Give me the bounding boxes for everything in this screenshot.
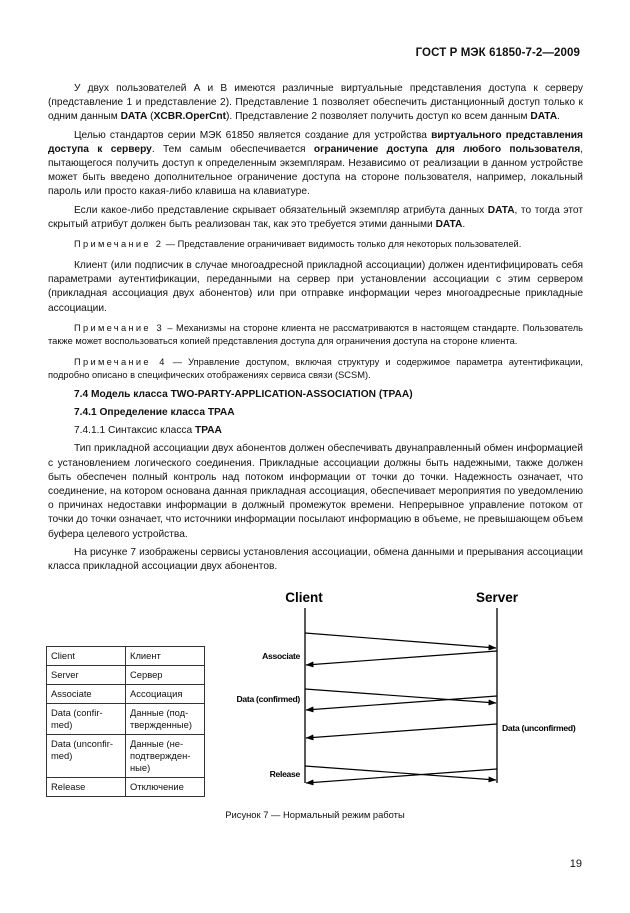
glossary-term-en: Associate	[47, 685, 126, 704]
note-4: Примечание 4 — Управление доступом, включая структуру и содержимое параметра аутентификации, подробно описано в специфических отображениях сервиса связи (SCSM).	[48, 356, 583, 380]
glossary-row	[47, 704, 205, 735]
note-3: Примечание 3 – Механизмы на стороне клиента не рассматриваются в настоящем стандарте. Пользователь также может воспользоваться копией представления доступа для ограничения доступа на стороне клиента.	[48, 322, 583, 346]
glossary-table	[46, 646, 205, 797]
glossary-row	[47, 778, 205, 797]
glossary-term-en: Client	[47, 647, 126, 666]
server-label: Server	[475, 590, 519, 605]
figure-caption: Рисунок 7 — Нормальный режим работы	[225, 809, 405, 820]
paragraph-tpaa: Тип прикладной ассоциации двух абонентов должен обеспечивать двунаправленный обмен информацией с установлением логического соединения. Прикладные ассоциации должны быть надежными, также должен быть обеспечен полный контроль над потоком информации от точки до точки. Надежность означает, что соединение, на котором основана данная прикладная ассоциация, обеспечивает мероприятия по уведомлению о причинах недоставки информации в должный промежуток времени. Непрерывное управление потоком от точки до точки означает, что источники информации посылают информацию в объеме, не превышающем объем буфера целевого устройства.	[48, 443, 584, 540]
section-7-4-1-heading: 7.4.1 Определение класса ТРАА	[74, 407, 235, 419]
glossary-term-ru: Ассоциация	[126, 685, 205, 704]
release-response-arrow	[306, 769, 497, 783]
section-7-4-1-1-heading: 7.4.1.1 Синтаксис класса ТРАА	[74, 425, 222, 437]
paragraph-goal: Целью стандартов серии МЭК 61850 является создание для устройства виртуального представления доступа к серверу. Тем самым обеспечивается ограничение доступа для любого пользователя, пытающегося получить доступ к определенным экземплярам. Независимо от реализации в данном устройстве может быть введено дополнительное ограничение доступа на стороне пользователя, например, локальный пароль или просто какая-либо клавиша на клавиатуре.	[48, 129, 583, 198]
glossary-term-en: Data (confir-med)	[47, 704, 126, 735]
data-confirmed-request-arrow	[305, 689, 496, 703]
glossary-term-ru: Клиент	[126, 647, 205, 666]
glossary-term-en: Release	[47, 778, 126, 797]
page-number: 19	[569, 858, 582, 870]
client-label: Client	[285, 590, 323, 605]
paragraph-figure-ref: На рисунке 7 изображены сервисы установления ассоциации, обмена данными и прерывания ассоциации класса прикладной ассоциации двух абонентов.	[48, 546, 583, 573]
glossary-row	[47, 647, 205, 666]
section-7-4-heading: 7.4 Модель класса TWO-PARTY-APPLICATION-ASSOCIATION (TPAA)	[74, 388, 413, 400]
data-unconfirmed-arrow	[306, 724, 497, 738]
document-header: ГОСТ Р МЭК 61850-7-2—2009	[415, 47, 580, 59]
body-text	[48, 82, 583, 578]
note-2: Примечание 2 — Представление ограничивает видимость только для некоторых пользователей.	[74, 239, 522, 250]
associate-response-arrow	[306, 651, 497, 665]
associate-label: Associate	[262, 651, 300, 661]
paragraph-client-auth: Клиент (или подписчик в случае многоадресной прикладной ассоциации) должен идентифицировать себя параметрами аутентификации, переданными на сервер при установлении ассоциации с этим сервером (прикладная ассоциация двух абонентов) или при отправке информации через многоадресные прикладные ассоциации.	[48, 260, 583, 314]
glossary-term-en: Server	[47, 666, 126, 685]
data-confirmed-label: Data (confirmed)	[236, 694, 300, 704]
glossary-term-ru: Данные (под-твержденные)	[126, 704, 205, 735]
glossary-term-ru: Данные (не-подтвержден-ные)	[126, 735, 205, 778]
paragraph-hidden-attribute: Если какое-либо представление скрывает обязательный экземпляр атрибута данных DATA, то тогда этот скрытый атрибут должен быть реализован так, как это требуется этими данными DATA.	[48, 204, 583, 230]
glossary-term-ru: Отключение	[126, 778, 205, 797]
glossary-row	[47, 735, 205, 778]
release-label: Release	[269, 769, 300, 779]
paragraph-views: У двух пользователей А и В имеются различные виртуальные представления доступа к серверу (представление 1 и представление 2). Представление 1 позволяет обеспечить дистанционный доступ только к одним данным DATA (XCBR.OperCnt). Представление 2 позволяет получить доступ ко всем данным DATA.	[48, 83, 583, 123]
glossary-row	[47, 666, 205, 685]
data-unconfirmed-label: Data (unconfirmed)	[502, 723, 576, 733]
associate-request-arrow	[305, 633, 496, 648]
data-confirmed-response-arrow	[306, 696, 497, 710]
release-request-arrow	[305, 766, 496, 780]
glossary-row	[47, 685, 205, 704]
glossary-term-en: Data (unconfir-med)	[47, 735, 126, 778]
glossary-term-ru: Сервер	[126, 666, 205, 685]
